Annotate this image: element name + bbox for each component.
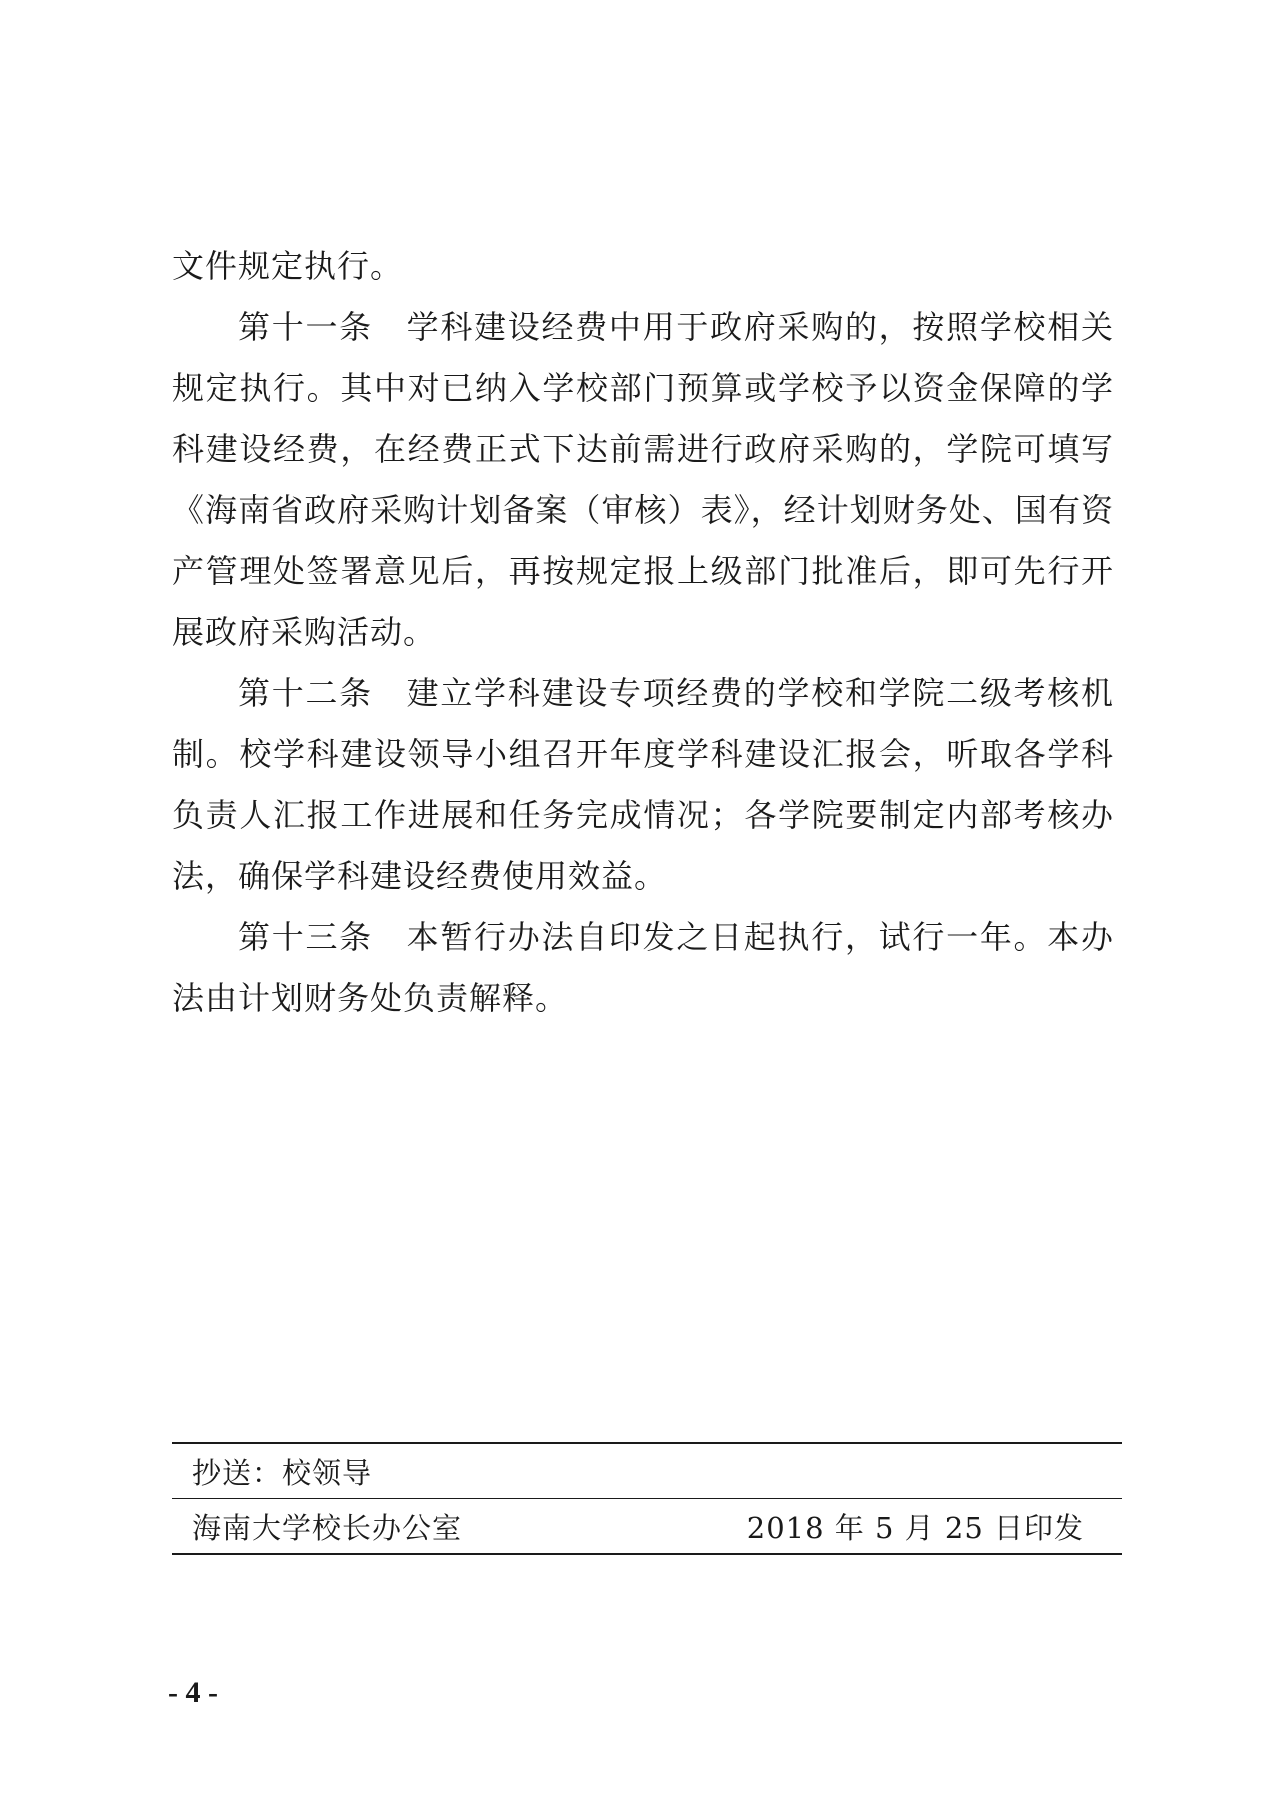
document-body: [172, 236, 1114, 1029]
footer-bottom-rule: [172, 1553, 1122, 1555]
issuing-office: 海南大学校长办公室: [192, 1510, 463, 1545]
issue-date: 2018 年 5 月 25 日印发: [746, 1510, 1084, 1545]
article-11: 第十一条 学科建设经费中用于政府采购的，按照学校相关规定执行。其中对已纳入学校部门预算或学校予以资金保障的学科建设经费，在经费正式下达前需进行政府采购的，学院可填写《海南省政府采购计划备案（审核）表》，经计划财务处、国有资产管理处签署意见后，再按规定报上级部门批准后，即可先行开展政府采购活动。: [172, 308, 1114, 651]
article-12: 第十二条 建立学科建设专项经费的学校和学院二级考核机制。校学科建设领导小组召开年度学科建设汇报会，听取各学科负责人汇报工作进展和任务完成情况；各学院要制定内部考核办法，确保学科建设经费使用效益。: [172, 674, 1114, 895]
paragraph-continuation: 文件规定执行。: [172, 247, 404, 285]
distribution-footer: [172, 1442, 1122, 1555]
article-13: 第十三条 本暂行办法自印发之日起执行，试行一年。本办法由计划财务处负责解释。: [172, 918, 1114, 1017]
page-number: - 4 -: [168, 1676, 218, 1709]
cc-row: [172, 1444, 1122, 1498]
cc-text: 抄送：校领导: [192, 1455, 373, 1490]
issuer-row: [172, 1499, 1122, 1553]
